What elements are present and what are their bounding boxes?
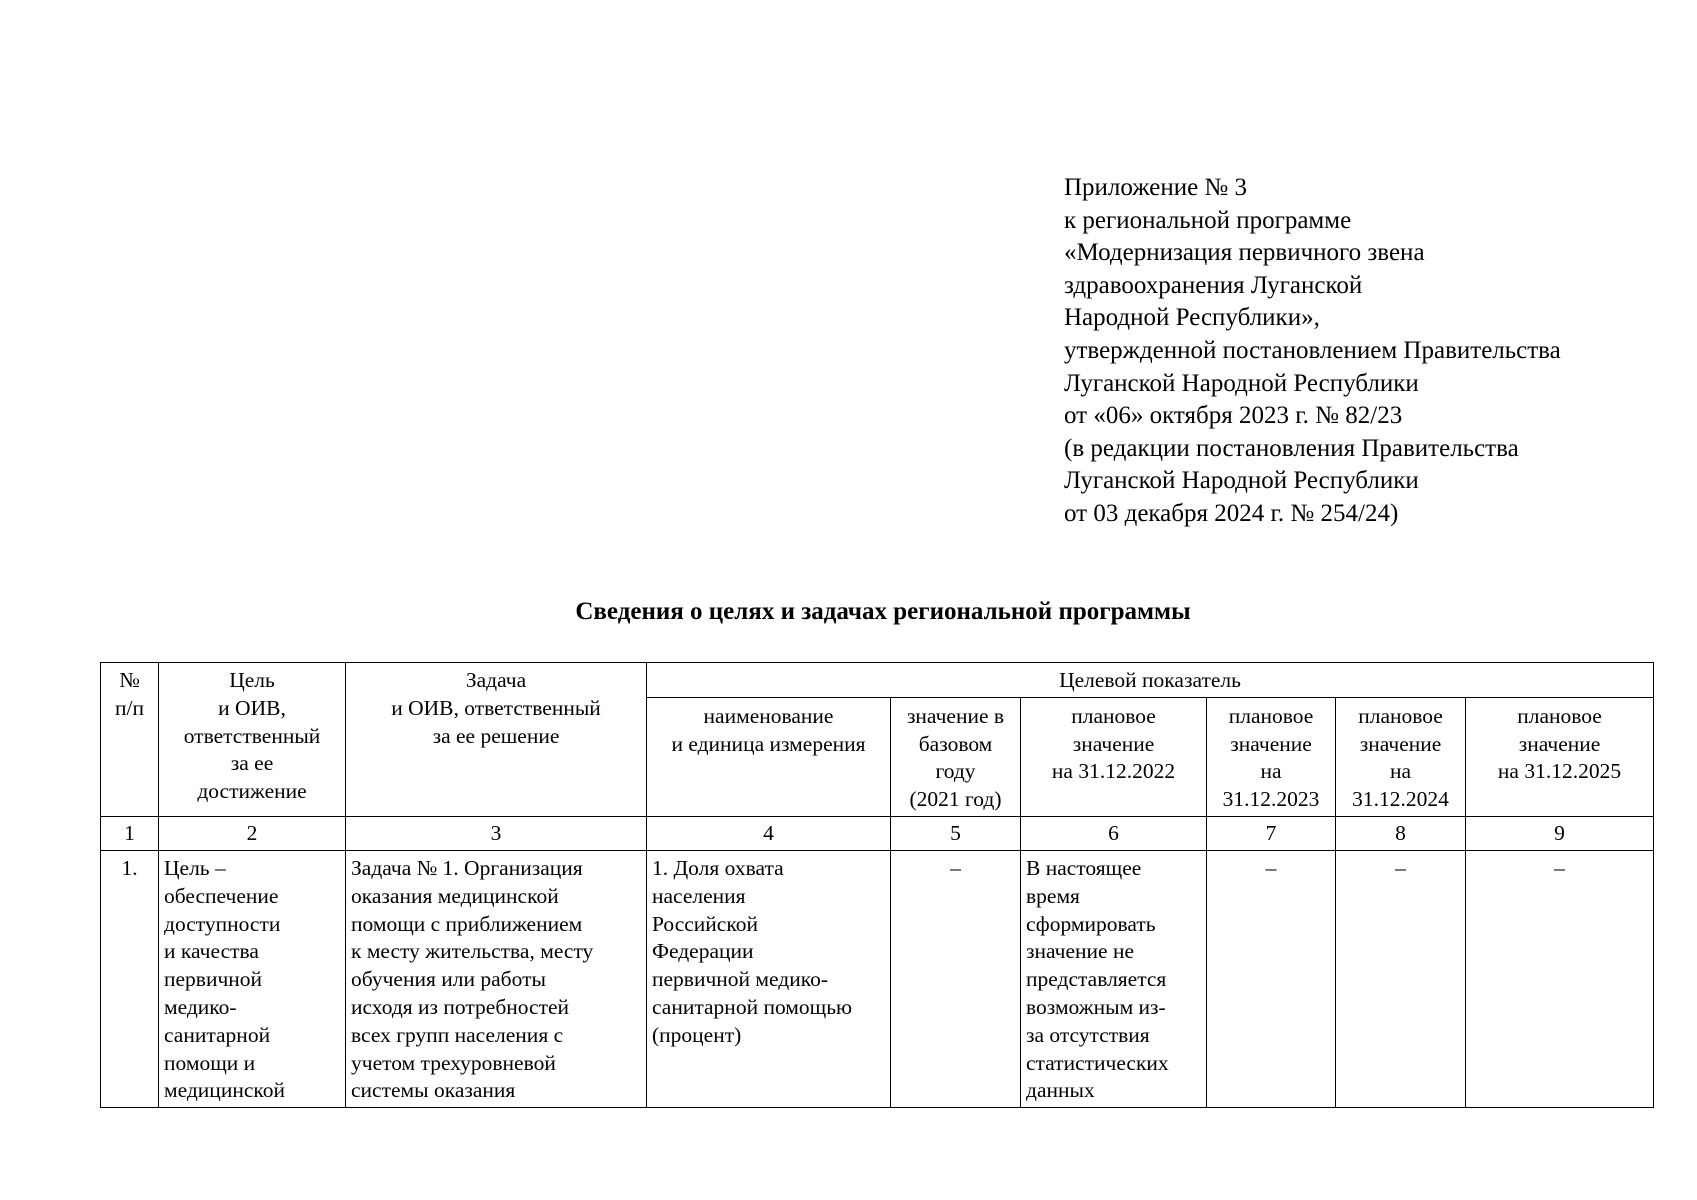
appendix-line: от 03 декабря 2024 г. № 254/24) <box>1064 499 1399 527</box>
header-plan-2024: плановое значение на 31.12.2024 <box>1336 697 1466 816</box>
cell-indicator-name: 1. Доля охвата населения Российской Федерации первичной медико- санитарной помощью (процент) <box>647 850 891 1107</box>
cell-plan-2024: – <box>1336 850 1466 1107</box>
cell-plan-2022: В настоящее время сформировать значение не представляется возможным из- за отсутствия статистических данных <box>1021 850 1207 1107</box>
column-number: 5 <box>891 816 1021 850</box>
appendix-line: к региональной программе <box>1064 206 1352 234</box>
appendix-line: здравоохранения Луганской <box>1064 271 1363 299</box>
appendix-line: «Модернизация первичного звена <box>1064 239 1425 267</box>
header-num: № п/п <box>101 663 159 817</box>
appendix-line: Луганской Народной Республики <box>1064 369 1419 397</box>
column-number: 6 <box>1021 816 1207 850</box>
cell-plan-2025: – <box>1466 850 1654 1107</box>
appendix-line: Народной Республики», <box>1064 304 1320 332</box>
document-title: Сведения о целях и задачах региональной программы <box>575 598 1191 625</box>
cell-goal: Цель – обеспечение доступности и качества первичной медико- санитарной помощи и медицинской <box>159 850 346 1107</box>
appendix-line: утвержденной постановлением Правительства <box>1064 336 1561 364</box>
appendix-block <box>1064 172 1561 531</box>
appendix-line: (в редакции постановления Правительства <box>1064 434 1519 462</box>
header-plan-2025: плановое значение на 31.12.2025 <box>1466 697 1654 816</box>
column-number: 1 <box>101 816 159 850</box>
cell-num: 1. <box>101 850 159 1107</box>
header-goal: Цель и ОИВ, ответственный за ее достижение <box>159 663 346 817</box>
header-plan-2023: плановое значение на 31.12.2023 <box>1207 697 1336 816</box>
header-indicator-group: Целевой показатель <box>647 663 1654 698</box>
column-number: 4 <box>647 816 891 850</box>
header-name: наименование и единица измерения <box>647 697 891 816</box>
header-base: значение в базовом году (2021 год) <box>891 697 1021 816</box>
appendix-line: Луганской Народной Республики <box>1064 467 1419 495</box>
column-number-row <box>101 816 1654 850</box>
cell-base-value: – <box>891 850 1021 1107</box>
column-number: 9 <box>1466 816 1654 850</box>
table-row <box>101 850 1654 1107</box>
column-number: 3 <box>346 816 647 850</box>
appendix-line: от «06» октября 2023 г. № 82/23 <box>1064 402 1403 430</box>
header-plan-2022: плановое значение на 31.12.2022 <box>1021 697 1207 816</box>
column-number: 8 <box>1336 816 1466 850</box>
column-number: 2 <box>159 816 346 850</box>
cell-task: Задача № 1. Организация оказания медицинской помощи с приближением к месту жительства, месту обучения или работы исходя из потребностей всех групп населения с учетом трехуровневой системы оказания <box>346 850 647 1107</box>
column-number: 7 <box>1207 816 1336 850</box>
goals-table <box>100 662 1654 1108</box>
appendix-line: Приложение № 3 <box>1064 174 1248 201</box>
header-row <box>101 663 1654 698</box>
cell-plan-2023: – <box>1207 850 1336 1107</box>
header-task: Задача и ОИВ, ответственный за ее решение <box>346 663 647 817</box>
